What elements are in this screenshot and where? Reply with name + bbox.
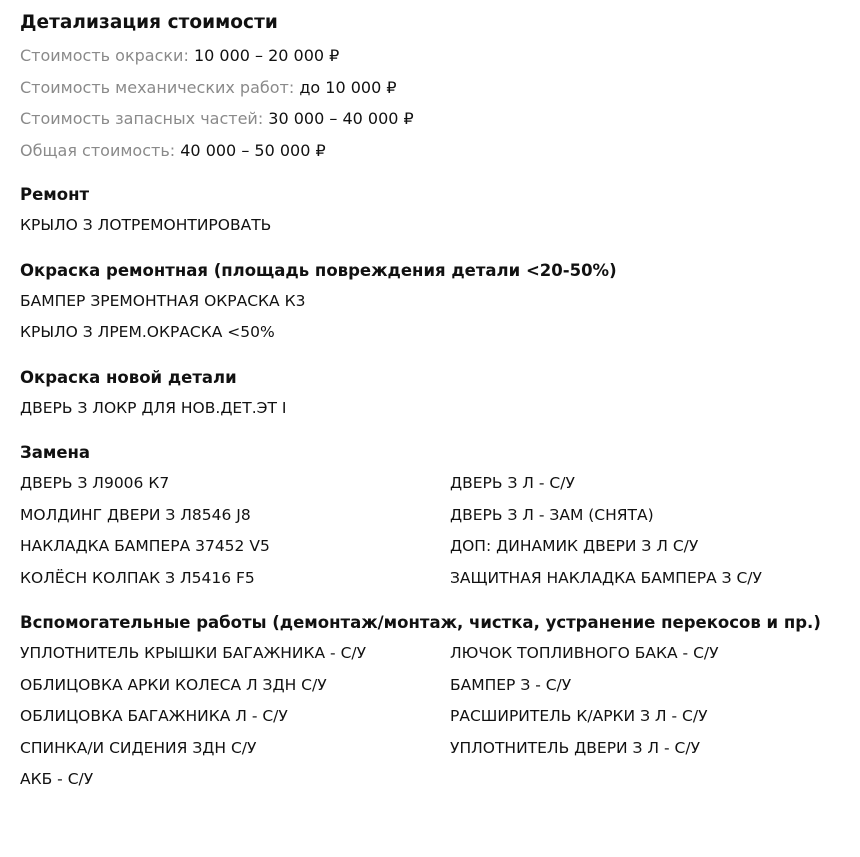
parts-cost-value: 30 000 – 40 000 ₽ — [268, 109, 414, 128]
list-item: КРЫЛО З ЛРЕМ.ОКРАСКА <50% — [20, 323, 275, 341]
list-item: УПЛОТНИТЕЛЬ ДВЕРИ З Л - С/У — [450, 738, 701, 757]
list-item: СПИНКА/И СИДЕНИЯ ЗДН С/У — [20, 738, 257, 757]
replacement-section-title: Замена — [20, 443, 91, 462]
list-item: МОЛДИНГ ДВЕРИ З Л8546 J8 — [20, 505, 251, 524]
list-item: АКБ - С/У — [20, 770, 94, 788]
page-title: Детализация стоимости — [20, 12, 278, 33]
list-item: КОЛЁСН КОЛПАК З Л5416 F5 — [20, 568, 255, 587]
list-item: ОБЛИЦОВКА БАГАЖНИКА Л - С/У — [20, 707, 288, 725]
list-item: КРЫЛО З ЛОТРЕМОНТИРОВАТЬ — [20, 216, 272, 234]
list-item: БАМПЕР ЗРЕМОНТНАЯ ОКРАСКА К3 — [20, 291, 306, 310]
list-item: УПЛОТНИТЕЛЬ КРЫШКИ БАГАЖНИКА - С/У — [20, 644, 367, 662]
total-cost-label: Общая стоимость: — [20, 140, 176, 160]
mechanical-cost-row — [20, 72, 860, 104]
list-item: ДВЕРЬ З Л - ЗАМ (СНЯТА) — [450, 505, 654, 524]
replacement-list — [20, 468, 860, 594]
list-item: ОБЛИЦОВКА АРКИ КОЛЕСА Л ЗДН С/У — [20, 675, 327, 694]
paint-cost-label: Стоимость окраски: — [20, 46, 189, 65]
repair-list — [20, 210, 860, 242]
cost-summary — [20, 40, 860, 166]
list-item: ДВЕРЬ З Л - С/У — [450, 474, 575, 492]
parts-cost-label: Стоимость запасных частей: — [20, 109, 264, 128]
paint-cost-row — [20, 40, 860, 72]
total-cost-value: 40 000 – 50 000 ₽ — [180, 140, 326, 160]
list-item: ДОП: ДИНАМИК ДВЕРИ З Л С/У — [450, 537, 699, 555]
list-item: НАКЛАДКА БАМПЕРА 37452 V5 — [20, 537, 270, 555]
auxiliary-section-title: Вспомогательные работы (демонтаж/монтаж, чистка, устранение перекосов и пр.) — [20, 613, 821, 632]
list-item: ЛЮЧОК ТОПЛИВНОГО БАКА - С/У — [450, 644, 719, 662]
list-item: ДВЕРЬ З ЛОКР ДЛЯ НОВ.ДЕТ.ЭТ I — [20, 398, 287, 417]
list-item: РАСШИРИТЕЛЬ К/АРКИ З Л - С/У — [450, 707, 708, 725]
repair-section-title: Ремонт — [20, 185, 90, 204]
mechanical-cost-value: до 10 000 ₽ — [299, 77, 397, 97]
repair-paint-section-title: Окраска ремонтная (площадь повреждения детали <20-50%) — [20, 260, 617, 280]
new-paint-section-title: Окраска новой детали — [20, 367, 237, 387]
new-paint-list — [20, 393, 860, 425]
mechanical-cost-label: Стоимость механических работ: — [20, 77, 295, 97]
paint-cost-value: 10 000 – 20 000 ₽ — [193, 46, 340, 65]
repair-section — [20, 182, 860, 242]
repair-paint-list — [20, 286, 860, 349]
auxiliary-section — [20, 610, 860, 796]
list-item: БАМПЕР З - С/У — [450, 675, 572, 694]
parts-cost-row — [20, 103, 860, 135]
total-cost-row — [20, 135, 860, 167]
auxiliary-list — [20, 638, 860, 796]
list-item: ДВЕРЬ З Л9006 К7 — [20, 474, 170, 492]
repair-paint-section — [20, 258, 860, 349]
new-paint-section — [20, 365, 860, 425]
list-item: ЗАЩИТНАЯ НАКЛАДКА БАМПЕРА З С/У — [450, 568, 762, 587]
replacement-section — [20, 440, 860, 594]
